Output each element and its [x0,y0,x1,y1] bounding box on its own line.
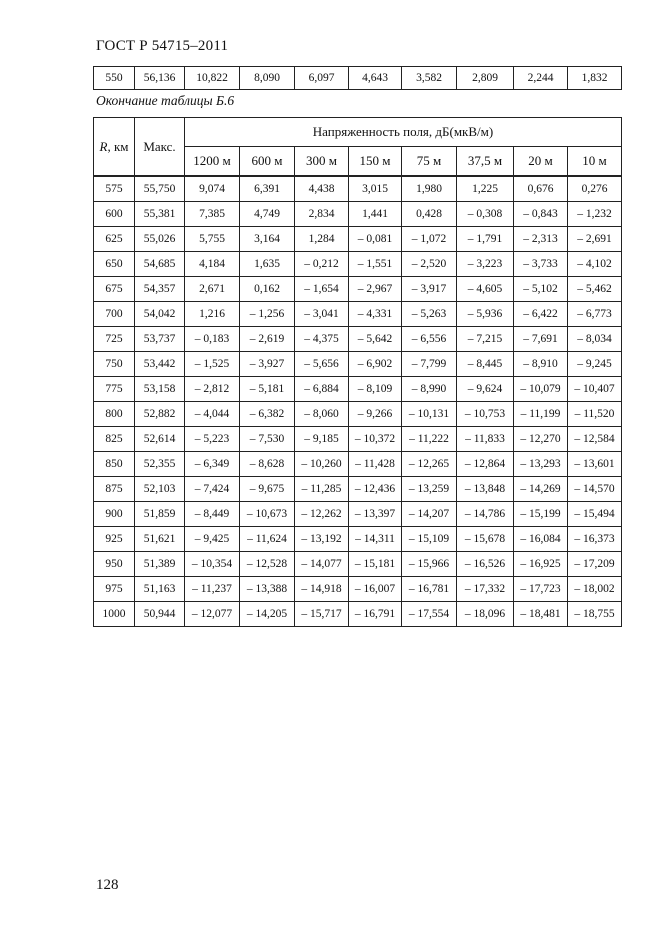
table-cell: – 2,520 [402,252,457,277]
table-cell: – 12,270 [514,427,568,452]
table-cell: – 11,428 [349,452,402,477]
table-cell: 0,276 [568,176,622,202]
table-cell: 6,391 [240,176,295,202]
distance-cell: 775 [94,377,135,402]
table-cell: – 18,096 [457,602,514,627]
table-cell: – 7,799 [402,352,457,377]
table-cell: – 7,691 [514,327,568,352]
table-row [94,327,622,352]
table-cell: – 13,388 [240,577,295,602]
table-cell: 4,438 [295,176,349,202]
table-cell: 4,643 [349,67,402,90]
table-cell: – 0,183 [185,327,240,352]
table-cell: – 0,308 [457,202,514,227]
table-cell: – 1,232 [568,202,622,227]
table-cell: 1,832 [568,67,622,90]
table-row [94,302,622,327]
table-cell: 2,834 [295,202,349,227]
distance-cell: 800 [94,402,135,427]
table-cell: – 14,311 [349,527,402,552]
table-cell: – 10,372 [349,427,402,452]
distance-cell: 650 [94,252,135,277]
table-cell: 9,074 [185,176,240,202]
table-cell: – 10,407 [568,377,622,402]
max-cell: 52,882 [135,402,185,427]
max-cell: 53,737 [135,327,185,352]
column-header-height: 37,5 м [457,147,514,177]
table-cell: – 5,462 [568,277,622,302]
table-cell: – 8,060 [295,402,349,427]
table-cell: – 0,843 [514,202,568,227]
table-cell: – 14,207 [402,502,457,527]
table-cell: 8,090 [240,67,295,90]
table-cell: – 6,902 [349,352,402,377]
table-cell: – 3,223 [457,252,514,277]
table-cell: 2,244 [514,67,568,90]
table-cell: – 11,520 [568,402,622,427]
table-cell: – 11,624 [240,527,295,552]
table-row [94,67,622,90]
table-cell: – 9,266 [349,402,402,427]
table-cell: – 15,717 [295,602,349,627]
table-cell: – 8,109 [349,377,402,402]
table-cell: – 14,077 [295,552,349,577]
table-cell: – 11,199 [514,402,568,427]
table-cell: – 10,079 [514,377,568,402]
distance-symbol: R [99,138,108,154]
table-cell: – 5,181 [240,377,295,402]
table-cell: – 8,628 [240,452,295,477]
table-cell: – 10,354 [185,552,240,577]
table-cell: – 7,215 [457,327,514,352]
table-cell: – 11,833 [457,427,514,452]
table-cell: – 16,007 [349,577,402,602]
table-cell: 7,385 [185,202,240,227]
distance-cell: 925 [94,527,135,552]
table-cell: 1,441 [349,202,402,227]
table-cell: – 9,624 [457,377,514,402]
table-cell: – 12,528 [240,552,295,577]
table-row [94,402,622,427]
table-row [94,227,622,252]
table-cell: – 5,102 [514,277,568,302]
table-cell: – 9,425 [185,527,240,552]
table-cell: – 14,205 [240,602,295,627]
table-cell: – 11,237 [185,577,240,602]
table-cell: – 8,910 [514,352,568,377]
table-cell: – 6,556 [402,327,457,352]
column-header-height: 10 м [568,147,622,177]
max-cell: 51,859 [135,502,185,527]
table-cell: – 4,605 [457,277,514,302]
table-cell: – 2,619 [240,327,295,352]
table-cell: – 16,526 [457,552,514,577]
table-cell: 0,162 [240,277,295,302]
table-cell: – 0,081 [349,227,402,252]
table-row [94,176,622,202]
table-cell: – 14,786 [457,502,514,527]
table-cell: – 8,445 [457,352,514,377]
table-cell: – 9,675 [240,477,295,502]
max-cell: 55,750 [135,176,185,202]
table-cell: – 0,212 [295,252,349,277]
column-header-height: 1200 м [185,147,240,177]
table-cell: 56,136 [135,67,185,90]
table-cell: 10,822 [185,67,240,90]
max-cell: 50,944 [135,602,185,627]
table-cell: 5,755 [185,227,240,252]
table-cell: – 5,263 [402,302,457,327]
max-cell: 52,103 [135,477,185,502]
table-cell: – 14,269 [514,477,568,502]
max-cell: 53,442 [135,352,185,377]
table-cell: – 3,917 [402,277,457,302]
table-cell: – 15,199 [514,502,568,527]
table-cell: – 7,530 [240,427,295,452]
distance-cell: 575 [94,176,135,202]
max-cell: 51,389 [135,552,185,577]
table-row [94,427,622,452]
max-cell: 52,355 [135,452,185,477]
table-row [94,377,622,402]
table-cell: – 4,375 [295,327,349,352]
table-cell: – 13,601 [568,452,622,477]
table-cell: 4,184 [185,252,240,277]
table-cell: – 6,382 [240,402,295,427]
table-cell: 0,676 [514,176,568,202]
max-cell: 53,158 [135,377,185,402]
table-cell: – 1,791 [457,227,514,252]
column-header-height: 150 м [349,147,402,177]
table-cell: – 5,656 [295,352,349,377]
table-cell: – 8,990 [402,377,457,402]
continued-table-top-row [93,66,622,90]
table-cell: – 15,109 [402,527,457,552]
table-cell: 6,097 [295,67,349,90]
table-cell: – 10,673 [240,502,295,527]
distance-cell: 825 [94,427,135,452]
table-cell: 1,216 [185,302,240,327]
table-cell: – 6,422 [514,302,568,327]
distance-cell: 750 [94,352,135,377]
table-cell: – 5,936 [457,302,514,327]
document-header: ГОСТ Р 54715–2011 [96,38,229,54]
table-cell: – 17,209 [568,552,622,577]
distance-cell: 850 [94,452,135,477]
table-cell: 550 [94,67,135,90]
page-number: 128 [96,877,119,893]
table-cell: – 6,773 [568,302,622,327]
table-cell: – 13,848 [457,477,514,502]
table-cell: – 18,755 [568,602,622,627]
table-cell: – 6,349 [185,452,240,477]
distance-cell: 875 [94,477,135,502]
table-cell: – 13,259 [402,477,457,502]
table-cell: – 14,570 [568,477,622,502]
table-cell: – 18,481 [514,602,568,627]
table-cell: – 12,265 [402,452,457,477]
table-row [94,277,622,302]
table-row [94,452,622,477]
distance-unit: , км [107,138,129,154]
column-header-max: Макс. [135,118,185,177]
table-cell: – 1,551 [349,252,402,277]
table-cell: – 12,436 [349,477,402,502]
table-cell: – 10,260 [295,452,349,477]
table-cell: 3,015 [349,176,402,202]
distance-cell: 900 [94,502,135,527]
table-caption: Окончание таблицы Б.6 [96,93,235,108]
table-row [94,252,622,277]
table-cell: – 10,131 [402,402,457,427]
table-cell: – 4,331 [349,302,402,327]
table-cell: – 12,584 [568,427,622,452]
max-cell: 51,621 [135,527,185,552]
table-cell: – 3,041 [295,302,349,327]
table-row [94,502,622,527]
table-row [94,352,622,377]
table-cell: – 3,927 [240,352,295,377]
table-cell: – 9,185 [295,427,349,452]
table-cell: – 8,449 [185,502,240,527]
table-cell: – 15,181 [349,552,402,577]
table-cell: – 14,918 [295,577,349,602]
table-cell: – 16,373 [568,527,622,552]
table-cell: – 17,332 [457,577,514,602]
table-cell: – 12,077 [185,602,240,627]
table-cell: 3,582 [402,67,457,90]
distance-cell: 625 [94,227,135,252]
table-cell: – 15,494 [568,502,622,527]
table-cell: – 1,654 [295,277,349,302]
distance-cell: 600 [94,202,135,227]
table-cell: – 1,256 [240,302,295,327]
table-cell: 2,809 [457,67,514,90]
table-cell: – 13,192 [295,527,349,552]
table-cell: 1,980 [402,176,457,202]
table-cell: – 11,222 [402,427,457,452]
table-cell: 0,428 [402,202,457,227]
column-header-height: 300 м [295,147,349,177]
table-cell: – 15,678 [457,527,514,552]
table-cell: – 12,864 [457,452,514,477]
table-row [94,577,622,602]
field-strength-table [93,117,622,627]
table-row [94,477,622,502]
table-cell: – 17,554 [402,602,457,627]
table-cell: 1,284 [295,227,349,252]
table-cell: 1,635 [240,252,295,277]
table-cell: – 5,223 [185,427,240,452]
distance-cell: 975 [94,577,135,602]
max-cell: 54,357 [135,277,185,302]
table-row [94,527,622,552]
table-cell: – 15,966 [402,552,457,577]
table-row [94,202,622,227]
table-cell: – 2,812 [185,377,240,402]
table-cell: – 1,525 [185,352,240,377]
distance-cell: 725 [94,327,135,352]
distance-cell: 675 [94,277,135,302]
column-header-height: 20 м [514,147,568,177]
table-cell: – 3,733 [514,252,568,277]
column-header-height: 600 м [240,147,295,177]
table-cell: – 18,002 [568,577,622,602]
table-cell: – 16,781 [402,577,457,602]
table-cell: – 13,293 [514,452,568,477]
table-cell: – 2,691 [568,227,622,252]
table-cell: – 4,044 [185,402,240,427]
table-row [94,552,622,577]
max-cell: 54,685 [135,252,185,277]
table-cell: – 2,967 [349,277,402,302]
column-header-distance [94,118,135,177]
max-cell: 55,026 [135,227,185,252]
max-cell: 51,163 [135,577,185,602]
table-cell: – 7,424 [185,477,240,502]
table-cell: – 4,102 [568,252,622,277]
table-cell: 1,225 [457,176,514,202]
table-cell: – 8,034 [568,327,622,352]
table-cell: 3,164 [240,227,295,252]
max-cell: 54,042 [135,302,185,327]
table-cell: – 9,245 [568,352,622,377]
table-cell: – 16,925 [514,552,568,577]
table-cell: – 10,753 [457,402,514,427]
table-cell: – 5,642 [349,327,402,352]
table-cell: – 17,723 [514,577,568,602]
table-row [94,602,622,627]
table-cell: 2,671 [185,277,240,302]
table-cell: – 1,072 [402,227,457,252]
table-cell: 4,749 [240,202,295,227]
max-cell: 52,614 [135,427,185,452]
distance-cell: 950 [94,552,135,577]
max-cell: 55,381 [135,202,185,227]
column-header-height: 75 м [402,147,457,177]
table-cell: – 16,084 [514,527,568,552]
table-cell: – 13,397 [349,502,402,527]
column-group-header-field-strength: Напряженность поля, дБ(мкВ/м) [185,118,622,147]
table-cell: – 11,285 [295,477,349,502]
distance-cell: 1000 [94,602,135,627]
distance-cell: 700 [94,302,135,327]
table-cell: – 6,884 [295,377,349,402]
table-cell: – 2,313 [514,227,568,252]
table-cell: – 12,262 [295,502,349,527]
table-cell: – 16,791 [349,602,402,627]
